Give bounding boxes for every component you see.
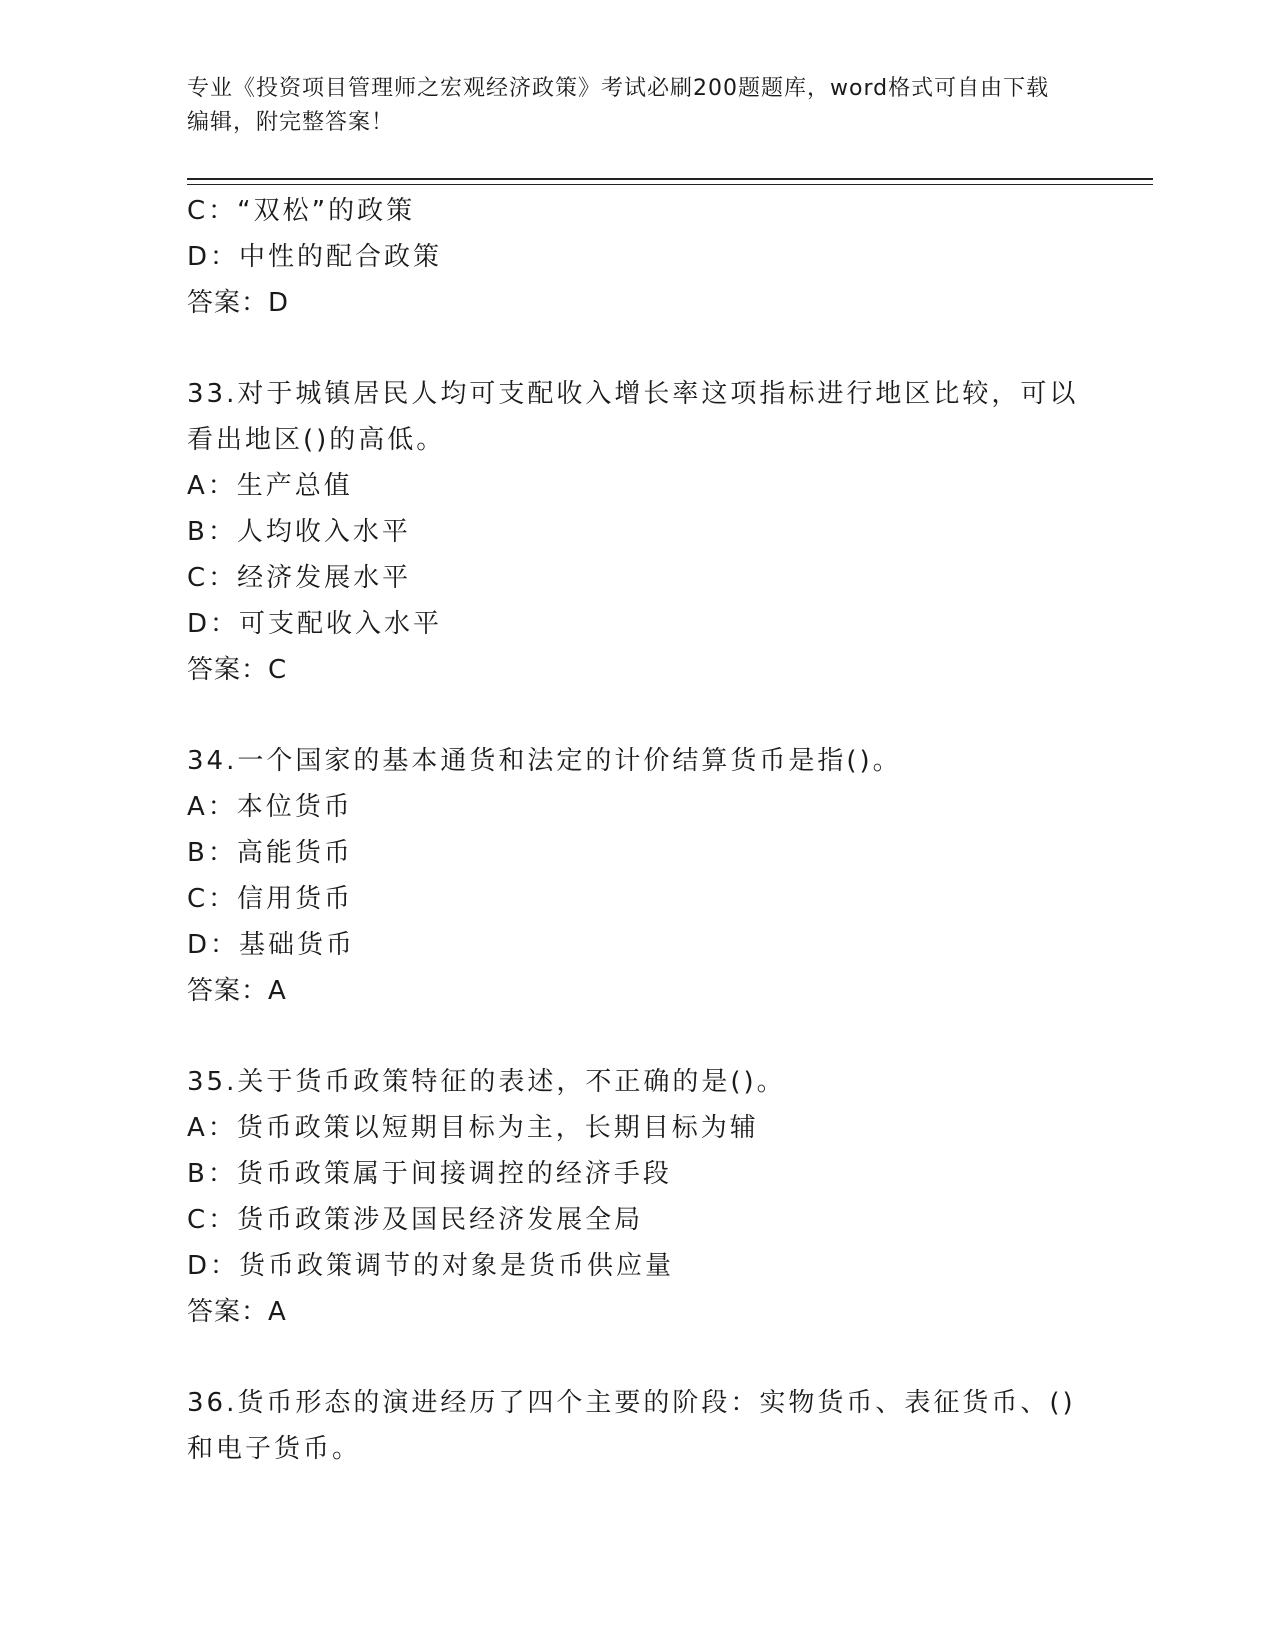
document-header: 专业《投资项目管理师之宏观经济政策》考试必刷200题题库，word格式可自由下载编辑，附完整答案！ [187,76,1050,135]
header-divider-thick [187,178,1153,180]
option-b: B：货币政策属于间接调控的经济手段 [187,1159,672,1189]
header-divider-thin [187,184,1153,185]
answer-line: 答案：C [187,655,288,685]
option-d: D：货币政策调节的对象是货币供应量 [187,1251,675,1281]
option-c: C：“双松”的政策 [187,196,416,226]
option-a: A：本位货币 [187,792,353,822]
option-c: C：信用货币 [187,884,354,914]
option-a: A：生产总值 [187,471,353,501]
answer-line: 答案：D [187,288,290,318]
option-b: B：人均收入水平 [187,517,411,547]
option-a: A：货币政策以短期目标为主，长期目标为辅 [187,1113,759,1143]
option-d: D：可支配收入水平 [187,609,443,639]
option-d: D：中性的配合政策 [187,242,443,272]
question-34-text: 34.一个国家的基本通货和法定的计价结算货币是指()。 [187,746,902,776]
answer-line: 答案：A [187,1297,287,1327]
question-content [187,188,1087,1472]
question-36-text: 36.货币形态的演进经历了四个主要的阶段：实物货币、表征货币、()和电子货币。 [187,1388,1076,1464]
option-c: C：经济发展水平 [187,563,412,593]
question-35-text: 35.关于货币政策特征的表述，不正确的是()。 [187,1067,786,1097]
option-d: D：基础货币 [187,930,356,960]
option-c: C：货币政策涉及国民经济发展全局 [187,1205,644,1235]
answer-line: 答案：A [187,976,287,1006]
option-b: B：高能货币 [187,838,353,868]
question-33-text: 33.对于城镇居民人均可支配收入增长率这项指标进行地区比较，可以看出地区()的高低。 [187,379,1079,455]
